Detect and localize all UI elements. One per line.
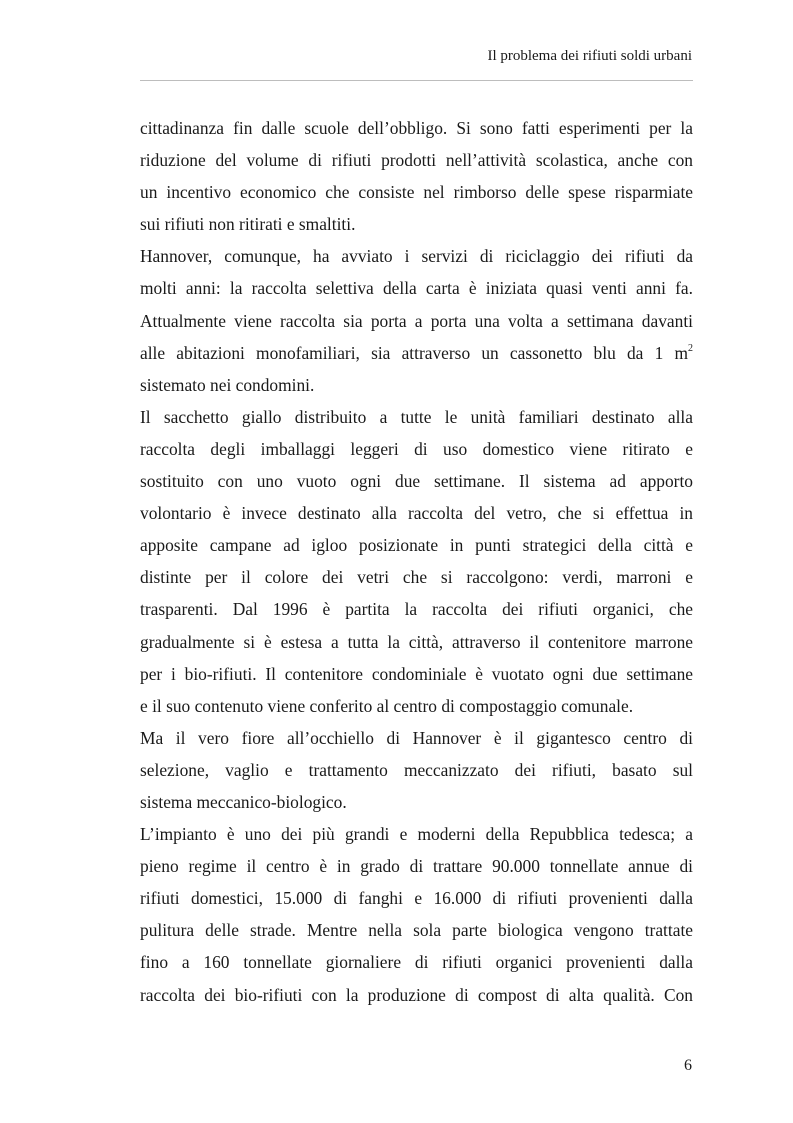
text-line: gradualmente si è estesa a tutta la città, attraverso il contenitore marrone	[140, 631, 693, 652]
text-line: per i bio-rifiuti. Il contenitore condominiale è vuotato ogni due settimane	[140, 663, 693, 684]
superscript-2: 2	[688, 342, 693, 354]
text-line: trasparenti. Dal 1996 è partita la raccolta dei rifiuti organici, che	[140, 599, 693, 620]
text-line-with-superscript	[140, 337, 693, 369]
text-line: volontario è invece destinato alla raccolta del vetro, che si effettua in	[140, 503, 693, 524]
running-header: Il problema dei rifiuti soldi urbani	[487, 48, 692, 64]
text-line: sui rifiuti non ritirati e smaltiti.	[140, 214, 356, 235]
text-line: distinte per il colore dei vetri che si raccolgono: verdi, marroni e	[140, 567, 693, 588]
text-line: sostituito con uno vuoto ogni due settimane. Il sistema ad apporto	[140, 471, 693, 492]
text-line: apposite campane ad igloo posizionate in punti strategici della città e	[140, 535, 693, 556]
text-line: Il sacchetto giallo distribuito a tutte le unità familiari destinato alla	[140, 406, 693, 427]
paragraph-1	[140, 112, 693, 240]
paragraph-2	[140, 240, 693, 400]
text-line: alle abitazioni monofamiliari, sia attraverso un cassonetto blu da 1 m	[140, 342, 688, 363]
header-divider	[140, 80, 693, 81]
text-line: Attualmente viene raccolta sia porta a porta una volta a settimana davanti	[140, 310, 693, 331]
text-line: sistema meccanico-biologico.	[140, 791, 347, 812]
text-line: raccolta degli imballaggi leggeri di uso domestico viene ritirato e	[140, 438, 693, 459]
body-text	[140, 112, 693, 1011]
text-line: un incentivo economico che consiste nel rimborso delle spese risparmiate	[140, 182, 693, 203]
text-line: selezione, vaglio e trattamento meccanizzato dei rifiuti, basato sul	[140, 759, 693, 780]
text-line: raccolta dei bio-rifiuti con la produzione di compost di alta qualità. Con	[140, 984, 693, 1005]
text-line: fino a 160 tonnellate giornaliere di rifiuti organici provenienti dalla	[140, 952, 693, 973]
text-line: Ma il vero fiore all’occhiello di Hannover è il gigantesco centro di	[140, 727, 693, 748]
paragraph-4	[140, 722, 693, 818]
page-number: 6	[684, 1057, 692, 1074]
text-line: L’impianto è uno dei più grandi e moderni della Repubblica tedesca; a	[140, 824, 693, 845]
text-line: pieno regime il centro è in grado di trattare 90.000 tonnellate annue di	[140, 856, 693, 877]
text-line: riduzione del volume di rifiuti prodotti nell’attività scolastica, anche con	[140, 150, 693, 171]
text-line: rifiuti domestici, 15.000 di fanghi e 16.000 di rifiuti provenienti dalla	[140, 888, 693, 909]
text-line: molti anni: la raccolta selettiva della carta è iniziata quasi venti anni fa.	[140, 278, 693, 299]
text-line: Hannover, comunque, ha avviato i servizi di riciclaggio dei rifiuti da	[140, 246, 693, 267]
text-line: cittadinanza fin dalle scuole dell’obbligo. Si sono fatti esperimenti per la	[140, 118, 693, 138]
text-line: pulitura delle strade. Mentre nella sola parte biologica vengono trattate	[140, 920, 693, 941]
paragraph-3	[140, 401, 693, 722]
text-line: sistemato nei condomini.	[140, 374, 315, 395]
paragraph-5	[140, 818, 693, 1011]
text-line: e il suo contenuto viene conferito al centro di compostaggio comunale.	[140, 695, 634, 716]
